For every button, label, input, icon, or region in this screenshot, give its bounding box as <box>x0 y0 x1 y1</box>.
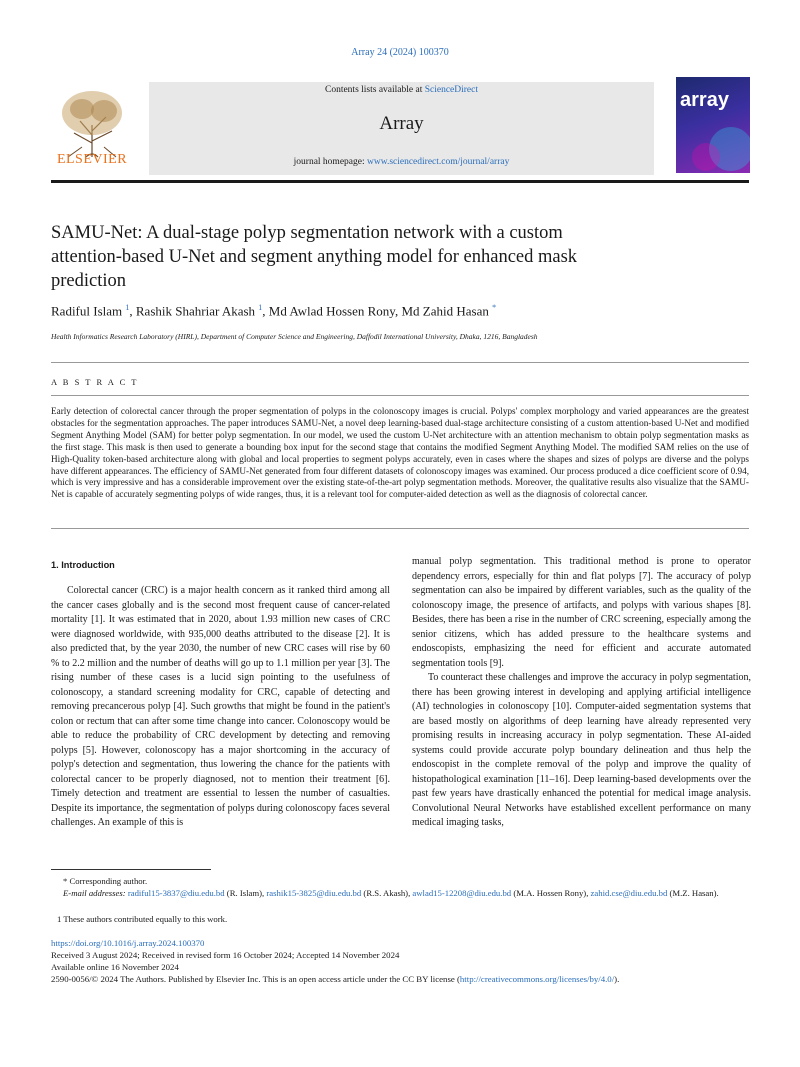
homepage-line <box>149 157 654 167</box>
corresponding-mark[interactable]: * <box>492 303 497 312</box>
cover-title: array <box>680 89 729 111</box>
paragraph: To counteract these challenges and improve the accuracy in polyp segmentation, there has been growing interest in developing and applying artificial intelligence (AI) technologies in colonoscopy [10]. Computer-aided segmentation systems that are based mostly on algorithms of deep learning have already represented very promising results in increasing accuracy in polyp segmentation. These AI-aided systems could provide accurate polyp boundary delineation and thus help the endoscopist in the complete removal of the polyp and improve the quality of histopathological examination [11–16]. Deep learning-based developments over the past few years have drastically enhanced the potential for medical image analysis. Convolutional Neural Networks have established excellent performance on many medical imaging tasks, <box>412 672 751 828</box>
right-column <box>412 555 751 831</box>
doi-anchor[interactable]: https://doi.org/10.1016/j.array.2024.100370 <box>51 938 205 948</box>
paragraph: manual polyp segmentation. This traditional method is prone to operator dependency errors, especially for thin and flat polyps [7]. The accuracy of polyp segmentation can also be impaired by different variables, such as the quality of the colonoscopy image, the presence of artifacts, and polyps with various shapes [8]. Besides, there has been a rise in the number of CRC screening, especially among the senior citizens, which has added pressure to the healthcare systems and endoscopists, emphasizing the need for efficient and accurate automated segmentation tools [9]. <box>412 556 751 669</box>
email-link[interactable]: awlad15-12208@diu.edu.bd <box>412 888 512 898</box>
email-label: E-mail addresses: <box>63 888 128 898</box>
article-title: SAMU-Net: A dual-stage polyp segmentation network with a custom attention-based U-Net and segment anything model for enhanced mask prediction <box>51 223 578 291</box>
author-name[interactable]: Radiful Islam <box>51 303 123 319</box>
email-owner: (M.Z. Hasan). <box>667 888 719 898</box>
author-mark[interactable]: 1 <box>125 303 130 312</box>
header-rule <box>51 180 749 183</box>
section-heading-introduction: 1. Introduction <box>51 560 115 570</box>
contents-line <box>149 85 654 95</box>
author-name[interactable]: Md Zahid Hasan <box>401 303 489 319</box>
paragraph: Colorectal cancer (CRC) is a major health concern as it ranked third among all the cancer cases globally and is the second most frequent cause of cancer-related mortality [1]. It was estimated that in 2020, about 1.93 million new cases of CRC were diagnosed worldwide, with 935,000 deaths attributed to the disease [2]. It is also predicted that, by the year 2030, the number of new CRC cases will rise by 60 % to 2.2 million and the number of deaths will go up to 1.1 million per year [3]. The rising number of these cases is a lucid sign pointing to the usefulness of colonoscopy, a standard screening modality for CRC, capable of detecting and removing precancerous polyp [4]. Such growths that might be found in the patient's colon or rectum that can after some time change into cancer. Colonoscopy would be able to reduce the probability of CRC development by detecting and removing polyps [5]. However, colonoscopy has a major shortcoming in the accuracy of polyp's detection and segmentation, thus lowering the chance for the patients with colorectal cancer to be properly diagnosed, not to mention their treatment [6]. Timely detection and treatment are essential to lessen the number of casualties. Despite its importance, the segmentation of polyps during colonoscopy faces several challenges. An example of this is <box>51 585 390 828</box>
journal-citation[interactable]: Array 24 (2024) 100370 <box>351 47 449 58</box>
corresponding-footnote: * Corresponding author. <box>63 876 148 886</box>
sciencedirect-link[interactable]: ScienceDirect <box>424 85 478 95</box>
email-link[interactable]: radiful15-3837@diu.edu.bd <box>127 888 225 898</box>
left-column <box>51 584 390 831</box>
footnote-rule <box>51 869 211 870</box>
license-suffix: ). <box>614 974 620 984</box>
abstract-heading: A B S T R A C T <box>51 377 139 387</box>
email-owner: (M.A. Hossen Rony), <box>511 888 591 898</box>
received-dates: Received 3 August 2024; Received in revised form 16 October 2024; Accepted 14 November 2024 <box>51 950 400 960</box>
available-online: Available online 16 November 2024 <box>51 962 179 972</box>
license-link[interactable]: http://creativecommons.org/licenses/by/4.0/ <box>459 974 615 984</box>
author-mark[interactable]: 1 <box>258 303 263 312</box>
journal-cover-image <box>676 77 750 173</box>
license-prefix: 2590-0056/© 2024 The Authors. Published by Elsevier Inc. This is an open access article under the CC BY license ( <box>51 974 460 984</box>
contents-prefix: Contents lists available at <box>324 85 425 95</box>
abstract-top-rule <box>51 362 749 363</box>
abstract-text: Early detection of colorectal cancer through the proper segmentation of polyps in the colonoscopy images is crucial. Polyps' complex morphology and varied appearances are the greatest obstacles for the segmentation approaches. The paper introduces SAMU-Net, a novel deep learning-based dual-stage architecture consisting of a custom attention-based U-Net and modified Segment Anything Model (SAM) for better polyp segmentation. In our model, we used the custom U-Net architecture with an attention mechanism to obtain polyp segmentation masks as the first stage. This mask is then used to generate a bounding box input for the second stage that contains the modified Segment Anything Model. The modified SAM relies on the use of High-Quality token-based architecture along with global and local properties to segment polyps accurately, even in cases where the shapes and sizes of polyps are diverse and the polyps have different appearances. The efficiency of SAMU-Net generated from four different datasets of colonoscopy images was examined. Our process produced a dice coefficient score of 0.94, which is very impressive and has a considerable improvement over the existing state-of-the-art polyp segmentation methods. Moreover, the qualitative results also visualize that the SAMU-Net is capable of accurately segmenting polyps of wide ranges, thus, it is a relevant tool for computer-aided detection as well as the diagnosis of colorectal cancer. <box>51 406 749 500</box>
author-list: Radiful Islam $^1$, Rashik Shahriar Akash $^1$, Md Awlad Hossen Rony, Md Zahid Hasan * <box>51 303 497 319</box>
journal-homepage-link[interactable]: www.sciencedirect.com/journal/array <box>366 157 510 167</box>
author-name[interactable]: Md Awlad Hossen Rony <box>268 303 395 319</box>
journal-masthead <box>149 82 654 175</box>
abstract-bottom-rule <box>51 528 749 529</box>
abstract-heading-rule <box>51 395 749 396</box>
equal-contribution-footnote: 1 These authors contributed equally to this work. <box>57 914 228 924</box>
email-footnote <box>51 888 749 900</box>
license-line <box>51 974 749 986</box>
email-owner: (R.S. Akash), <box>361 888 413 898</box>
email-link[interactable]: rashik15-3825@diu.edu.bd <box>266 888 362 898</box>
email-link[interactable]: zahid.cse@diu.edu.bd <box>590 888 668 898</box>
homepage-prefix: journal homepage: <box>293 157 367 167</box>
doi-link[interactable] <box>51 938 749 950</box>
elsevier-wordmark: ELSEVIER <box>56 152 128 167</box>
cover-art <box>676 77 750 173</box>
affiliation: Health Informatics Research Laboratory (HIRL), Department of Computer Science and Engineering, Daffodil International University, Dhaka, 1216, Bangladesh <box>51 332 538 341</box>
journal-title: Array <box>379 113 424 134</box>
author-name[interactable]: Rashik Shahriar Akash <box>135 303 256 319</box>
email-owner: (R. Islam), <box>224 888 267 898</box>
